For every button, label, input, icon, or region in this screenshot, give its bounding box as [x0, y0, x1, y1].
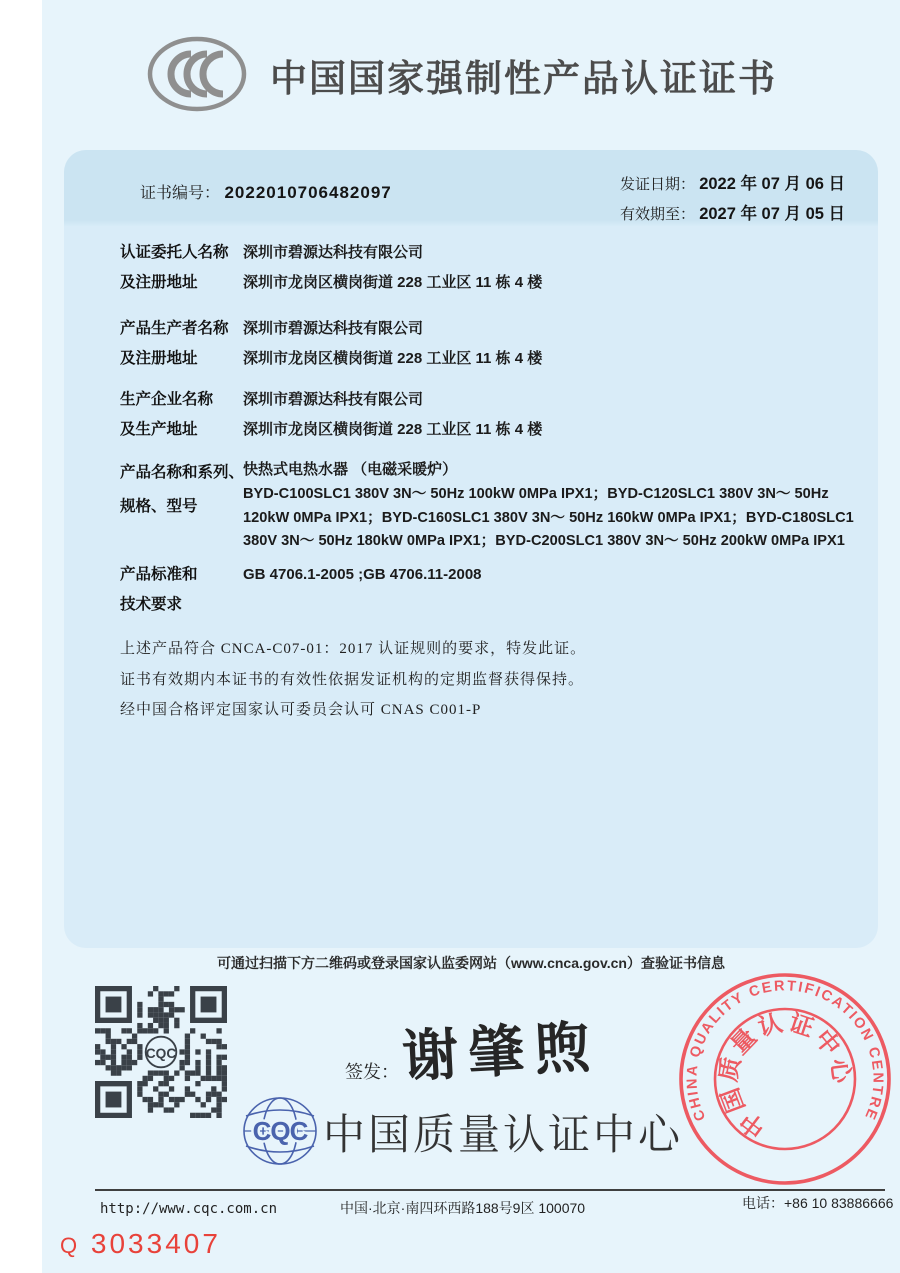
standards-value: GB 4706.1-2005 ;GB 4706.11-2008: [243, 566, 482, 583]
manufacturer-value: 深圳市碧源达科技有限公司 深圳市龙岗区横岗街道 228 工业区 11 栋 4 楼: [243, 391, 543, 438]
issue-date-value: 2022 年 07 月 06 日: [699, 175, 846, 193]
svg-text:CQC: CQC: [252, 1116, 308, 1146]
product-models: BYD-C100SLC1 380V 3N～ 50Hz 100kW 0MPa IPX1；BYD-C120SLC1 380V 3N～ 50Hz 120kW 0MPa IPX1；BYD-C160SLC1 380V 3N～ 50Hz 160kW 0MPa IPX1；BYD-C180SLC1 380V 3N～ 50Hz 180kW 0MPa IPX1；BYD-C200SLC1 380V 3N～ 50Hz 200kW 0MPa IPX1: [243, 486, 854, 549]
statement-line: 上述产品符合 CNCA-C07-01：2017 认证规则的要求，特发此证。: [120, 641, 587, 657]
product-label: 产品名称和系列、 规格、型号: [120, 464, 245, 515]
issue-date-label: 发证日期：: [620, 177, 696, 193]
producer-label: 产品生产者名称 及注册地址: [120, 320, 229, 367]
doc-number: Q 3033407: [60, 1228, 221, 1259]
footer-divider: [95, 1189, 885, 1191]
signature: 谢肇煦: [400, 1016, 602, 1090]
applicant-value: 深圳市碧源达科技有限公司 深圳市龙岗区横岗街道 228 工业区 11 栋 4 楼: [243, 244, 543, 291]
page-title: 中国国家强制性产品认证证书: [270, 58, 777, 99]
expiry-date-row: [620, 200, 845, 224]
qr-code: [95, 986, 227, 1118]
signed-by-label: 签发：: [345, 1062, 399, 1082]
statements: [120, 634, 760, 726]
certificate-number-label: 证书编号：: [140, 185, 221, 202]
svg-text:CQC: CQC: [145, 1045, 177, 1061]
seal-inner-text: 中国质量认证中心: [714, 1008, 856, 1143]
product-name: 快热式电热水器 （电磁采暖炉）: [243, 461, 458, 478]
verify-note: 可通过扫描下方二维码或登录国家认监委网站（www.cnca.gov.cn）查验证书信息: [217, 955, 725, 971]
producer-value: 深圳市碧源达科技有限公司 深圳市龙岗区横岗街道 228 工业区 11 栋 4 楼: [243, 320, 543, 367]
applicant-label: 认证委托人名称 及注册地址: [120, 244, 229, 291]
cqc-logo-icon: [241, 1094, 319, 1168]
statement-line: 证书有效期内本证书的有效性依据发证机构的定期监督获得保持。: [120, 671, 585, 688]
manufacturer-label: 生产企业名称 及生产地址: [120, 391, 214, 438]
statement-line: 经中国合格评定国家认可委员会认可 CNAS C001-P: [120, 702, 482, 718]
issue-date-row: [620, 170, 845, 194]
expiry-date-label: 有效期至：: [620, 207, 696, 223]
seal-outer-text: CHINA QUALITY CERTIFICATION CENTRE: [684, 978, 886, 1124]
footer-address: 中国·北京·南四环西路188号9区 100070: [340, 1200, 586, 1216]
standards-label: 产品标准和 技术要求: [120, 566, 198, 613]
certificate-page: [42, 0, 900, 1273]
certificate-number: [140, 180, 392, 203]
issuer-seal: [672, 966, 898, 1192]
certificate-number-value: 2022010706482097: [224, 183, 392, 202]
footer-phone: 电话：+86 10 83886666: [742, 1195, 894, 1211]
expiry-date-value: 2027 年 07 月 05 日: [699, 205, 846, 223]
svg-text:CHINA QUALITY CERTIFICATION: [684, 978, 885, 1123]
ccc-mark-icon: [145, 33, 249, 115]
issuer-name: 中国质量认证中心: [323, 1111, 684, 1158]
footer-website: http://www.cqc.com.cn: [100, 1201, 278, 1217]
